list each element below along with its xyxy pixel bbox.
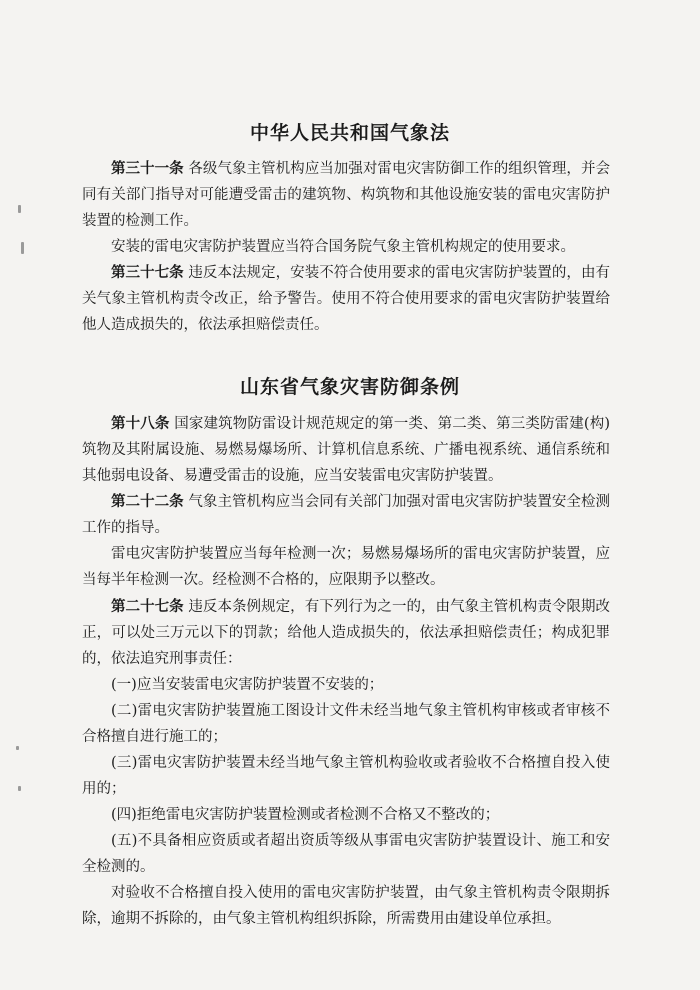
margin-mark [18,205,21,213]
article-31 [82,156,610,234]
article-label: 第三十一条 [111,160,184,177]
paragraph-text: 安装的雷电灾害防护装置应当符合国务院气象主管机构规定的使用要求。 [111,239,575,255]
list-item-text: (四)拒绝雷电灾害防护装置检测或者检测不合格又不整改的； [111,807,500,823]
list-item-text: (三)雷电灾害防护装置未经当地气象主管机构验收或者验收不合格擅自投入使用的； [82,755,610,797]
paragraph-text: 雷电灾害防护装置应当每年检测一次；易燃易爆场所的雷电灾害防护装置，应当每半年检测一次。经检测不合格的，应限期予以整改。 [82,546,610,588]
article-label: 第二十七条 [111,598,184,615]
list-item [82,750,610,802]
article-22 [82,489,610,541]
article-18 [82,411,610,489]
law-title: 中华人民共和国气象法 [249,122,450,144]
article-text: 国家建筑物防雷设计规范规定的第一类、第二类、第三类防雷建(构)筑物及其附属设施、易燃易爆场所、计算机信息系统、广播电视系统、通信系统和其他弱电设备、易遭受雷击的设施，应当安装雷电灾害防护装置。 [82,416,611,484]
list-item [82,802,610,828]
paragraph [82,880,610,932]
article-text: 违反本法规定，安装不符合使用要求的雷电灾害防护装置的，由有关气象主管机构责令改正，给予警告。使用不符合使用要求的雷电灾害防护装置给他人造成损失的，依法承担赔偿责任。 [82,265,611,333]
article-text: 气象主管机构应当会同有关部门加强对雷电灾害防护装置安全检测工作的指导。 [82,494,611,536]
list-item-text: (一)应当安装雷电灾害防护装置不安装的； [111,677,384,693]
article-label: 第三十七条 [111,264,184,281]
article-label: 第二十二条 [111,493,184,510]
list-item [82,672,610,698]
paragraph-text: 对验收不合格擅自投入使用的雷电灾害防护装置，由气象主管机构责令限期拆除，逾期不拆除的，由气象主管机构组织拆除，所需费用由建设单位承担。 [82,885,610,927]
margin-mark [16,746,19,750]
article-37 [82,260,610,338]
list-item [82,698,610,750]
margin-mark [21,242,24,254]
article-text: 违反本条例规定，有下列行为之一的，由气象主管机构责令限期改正，可以处三万元以下的罚款；给他人造成损失的，依法承担赔偿责任；构成犯罪的，依法追究刑事责任： [82,599,611,667]
list-item-text: (二)雷电灾害防护装置施工图设计文件未经当地气象主管机构审核或者审核不合格擅自进行施工的； [82,703,610,745]
paragraph [82,541,610,593]
list-item [82,828,610,880]
paragraph [82,234,610,260]
list-item-text: (五)不具备相应资质或者超出资质等级从事雷电灾害防护装置设计、施工和安全检测的。 [82,833,610,875]
article-label: 第十八条 [111,415,170,432]
article-text: 各级气象主管机构应当加强对雷电灾害防御工作的组织管理，并会同有关部门指导对可能遭受雷击的建筑物、构筑物和其他设施安装的雷电灾害防护装置的检测工作。 [82,161,611,229]
article-27 [82,594,610,672]
regulation-title: 山东省气象灾害防御条例 [239,376,460,398]
margin-mark [18,786,21,791]
